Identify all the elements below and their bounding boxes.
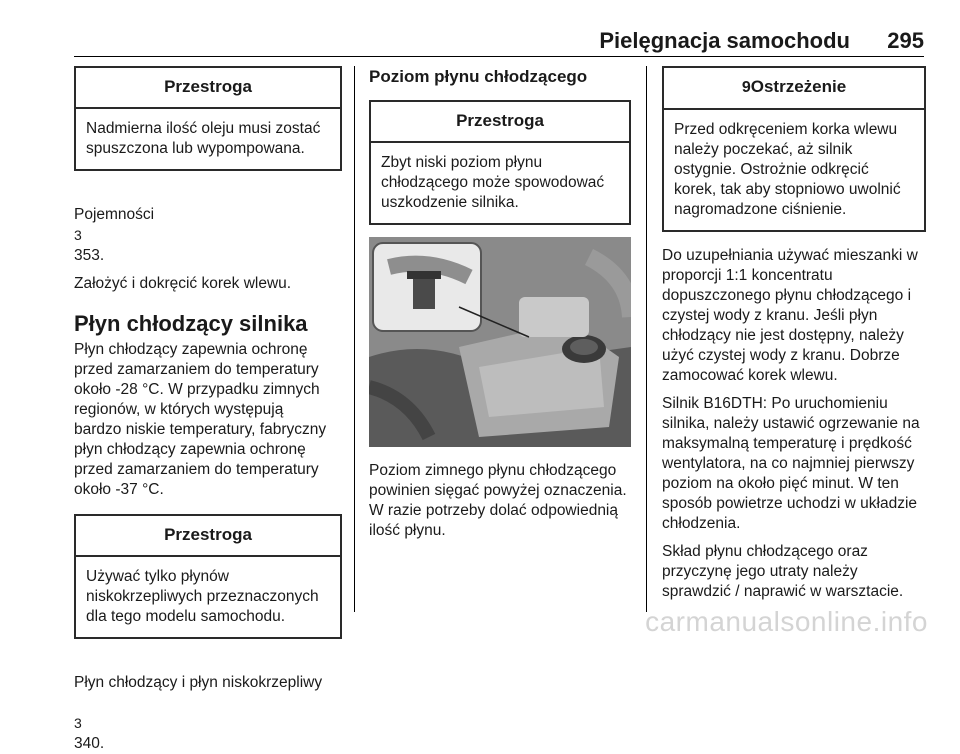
antifreeze-label: Płyn chłodzący i płyn niskokrzepliwy (74, 674, 323, 691)
warning-title: Ostrzeżenie (750, 77, 847, 96)
section-paragraph: Płyn chłodzący zapewnia ochronę przed zamarzaniem do temperatury około -28 °C. W przypadku zimnych regionów, w których występują bardzo niskie temperatury, fabryczny płyn chłodzący zapewnia ochronę przed zamarzaniem do temperatury około -37 °C. (74, 341, 327, 498)
paragraph-workshop: Skład płynu chłodzącego oraz przyczynę jego utraty należy sprawdzić / naprawić w warsztacie. (662, 543, 904, 600)
caution-title: Przestroga (371, 102, 629, 143)
capacities-label: Pojemności (74, 206, 155, 223)
capacities-page-link[interactable]: 353. (74, 247, 105, 264)
warning-triangle-icon: 9 (741, 79, 751, 96)
capacities-ref (74, 185, 342, 266)
antifreeze-ref (74, 653, 342, 754)
caution-box-antifreeze (74, 514, 342, 639)
column-divider-left (354, 66, 355, 612)
cap-close-text: Założyć i dokręcić korek wlewu. (74, 275, 292, 292)
watermark: carmanualsonline.info (645, 606, 928, 637)
caution-box-level (369, 100, 631, 225)
caution-text: Zbyt niski poziom płynu chłodzącego może spowodować uszkodzenie silnika. (381, 154, 605, 211)
column-3 (662, 66, 926, 602)
header-rule (74, 56, 924, 57)
antifreeze-page-link[interactable]: 340. (74, 735, 105, 752)
caution-title: Przestroga (76, 516, 340, 557)
ref-arrow-icon: 3 (74, 227, 82, 243)
caution-title: Przestroga (76, 68, 340, 109)
caution-text: Używać tylko płynów niskokrzepliwych przeznaczonych dla tego modelu samochodu. (86, 568, 319, 625)
warning-header (664, 68, 924, 110)
paragraph-mixture: Do uzupełniania używać mieszanki w proporcji 1:1 koncentratu dopuszczonego płynu chłodzącego i czystej wody z kranu. Jeśli płyn chłodzący nie jest dostępny, należy użyć czystej wody z kranu. Dobrze zamocować korek wlewu. (662, 247, 918, 384)
section-heading-coolant: Płyn chłodzący silnika (74, 311, 308, 336)
paragraph-b16dth: Silnik B16DTH: Po uruchomieniu silnika, należy ustawić ogrzewanie na maksymalną temperaturę i prędkość wentylatora, na co najmniej pierwszy poziom na około pięć minut. W ten sposób powietrze uchodzi w układzie chłodzenia. (662, 395, 920, 532)
subheading-coolant-level: Poziom płynu chłodzącego (369, 67, 588, 86)
photo-caption: Poziom zimnego płynu chłodzącego powinien sięgać powyżej oznaczenia. W razie potrzeby dolać odpowiednią ilość płynu. (369, 462, 627, 539)
engine-bay-photo (369, 237, 631, 447)
page-header-title: Pielęgnacja samochodu (599, 28, 850, 53)
column-divider-right (646, 66, 647, 612)
page-number: 295 (887, 28, 924, 53)
ref-arrow-icon: 3 (74, 715, 82, 731)
caution-box-oil (74, 66, 342, 171)
column-1 (74, 66, 342, 754)
warning-box (662, 66, 926, 232)
caution-text: Nadmierna ilość oleju musi zostać spuszczona lub wypompowana. (86, 120, 321, 157)
column-2 (369, 66, 631, 541)
warning-text: Przed odkręceniem korka wlewu należy poczekać, aż silnik ostygnie. Ostrożnie odkręcić korek, tak aby stopniowo uwolnić nagromadzone ciśnienie. (674, 121, 901, 218)
